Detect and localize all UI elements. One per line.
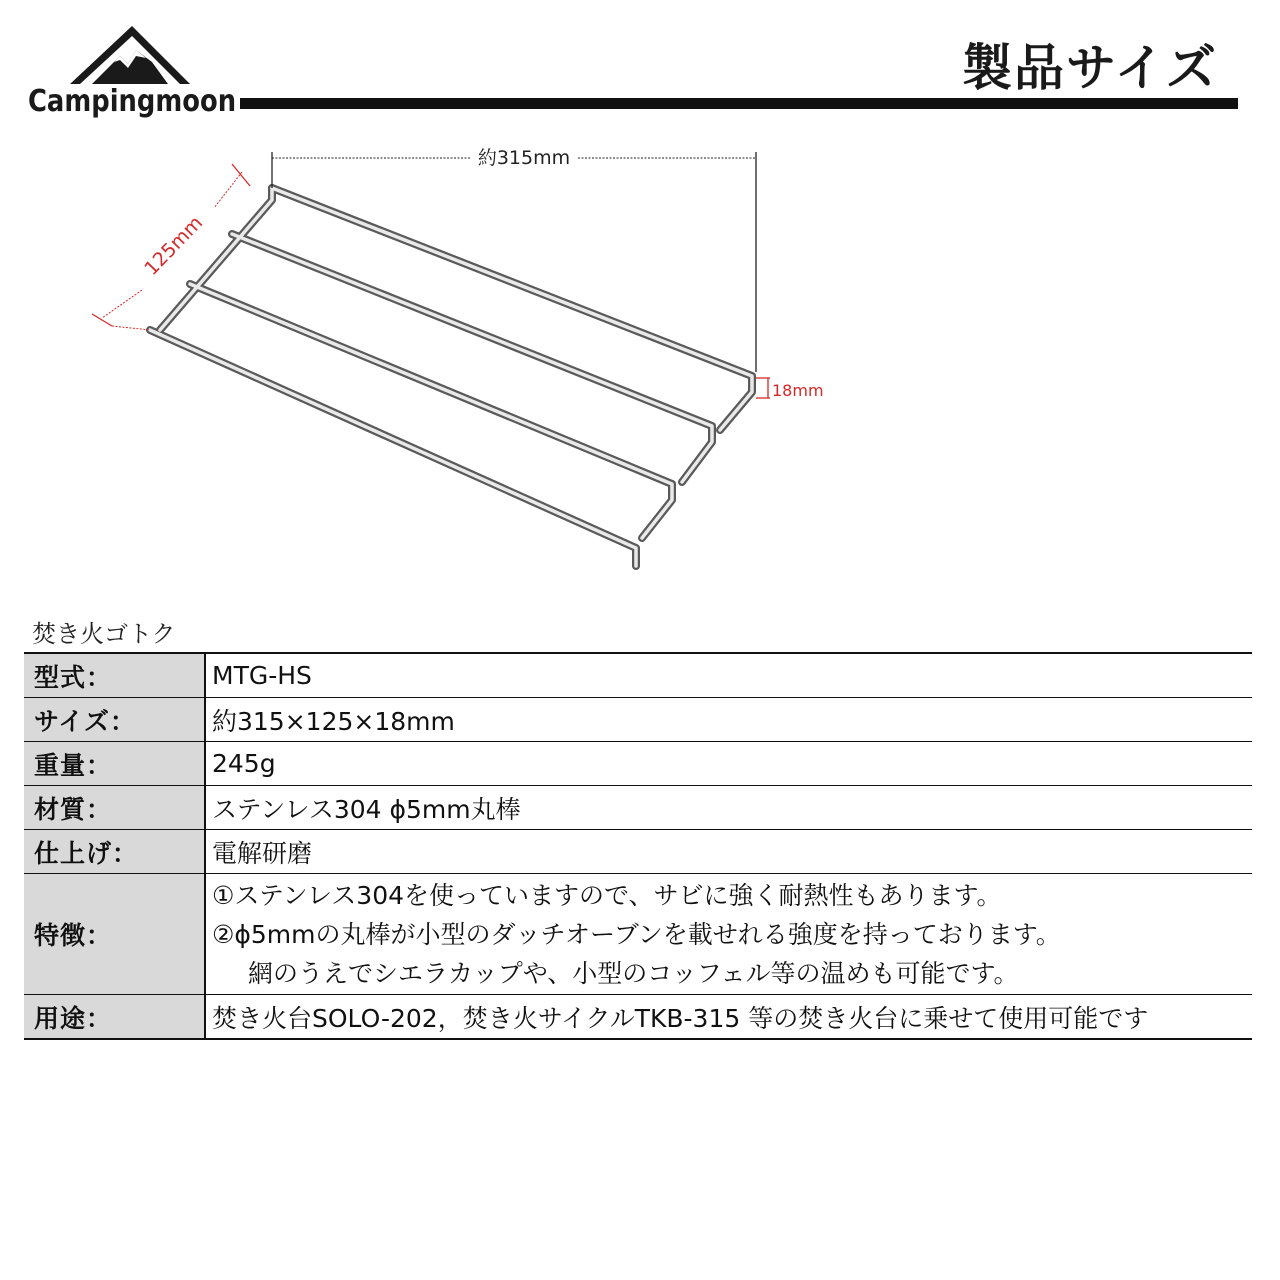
spec-table [24,652,1252,1040]
spec-key-usage: 用途： [24,995,205,1040]
spec-value-weight: 245g [205,742,1252,786]
spec-row-finish [24,830,1252,874]
spec-value-features [205,874,1252,995]
feature-line: ②ϕ5mmの丸棒が小型のダッチオーブンを載せれる強度を持っております。 [212,919,1061,949]
spec-row-usage [24,995,1252,1040]
spec-row-weight [24,742,1252,786]
depth-label: 125mm [140,211,208,280]
spec-key-finish: 仕上げ： [24,830,205,874]
brand-name: Campingmoon [28,84,237,119]
spec-key-weight: 重量： [24,742,205,786]
spec-key-size: サイズ： [24,698,205,742]
spec-value-model: MTG-HS [205,653,1252,698]
spec-row-features [24,874,1252,995]
width-label: 約315mm [477,147,571,169]
feature-line: 網のうえでシエラカップや、小型のコッフェル等の温めも可能です。 [248,958,1019,988]
title-divider [240,98,1238,109]
feature-line: ①ステンレス304を使っていますので、サビに強く耐熱性もあります。 [212,880,1002,910]
spec-value-usage: 焚き火台SOLO-202，焚き火サイクルTKB-315 等の焚き火台に乗せて使用可能です [212,1003,1149,1033]
spec-key-material: 材質： [24,786,205,830]
grill-rack [150,188,752,566]
height-label: 18mm [772,381,824,400]
product-name: 焚き火ゴトク [32,620,176,648]
spec-key-features: 特徴： [24,874,205,995]
product-dimension-diagram [0,140,900,590]
spec-value-finish: 電解研磨 [205,830,1252,874]
spec-row-model [24,653,1252,698]
spec-value-size: 約315×125×18mm [205,698,1252,742]
height-dimension [756,378,824,400]
spec-row-material [24,786,1252,830]
spec-row-size [24,698,1252,742]
mountain-icon [70,22,190,84]
spec-key-model: 型式： [24,653,205,698]
spec-value-material: ステンレス304 ϕ5mm丸棒 [205,786,1252,830]
page-title: 製品サイズ [962,39,1218,97]
width-dimension [272,147,756,372]
brand-logo [28,22,237,122]
